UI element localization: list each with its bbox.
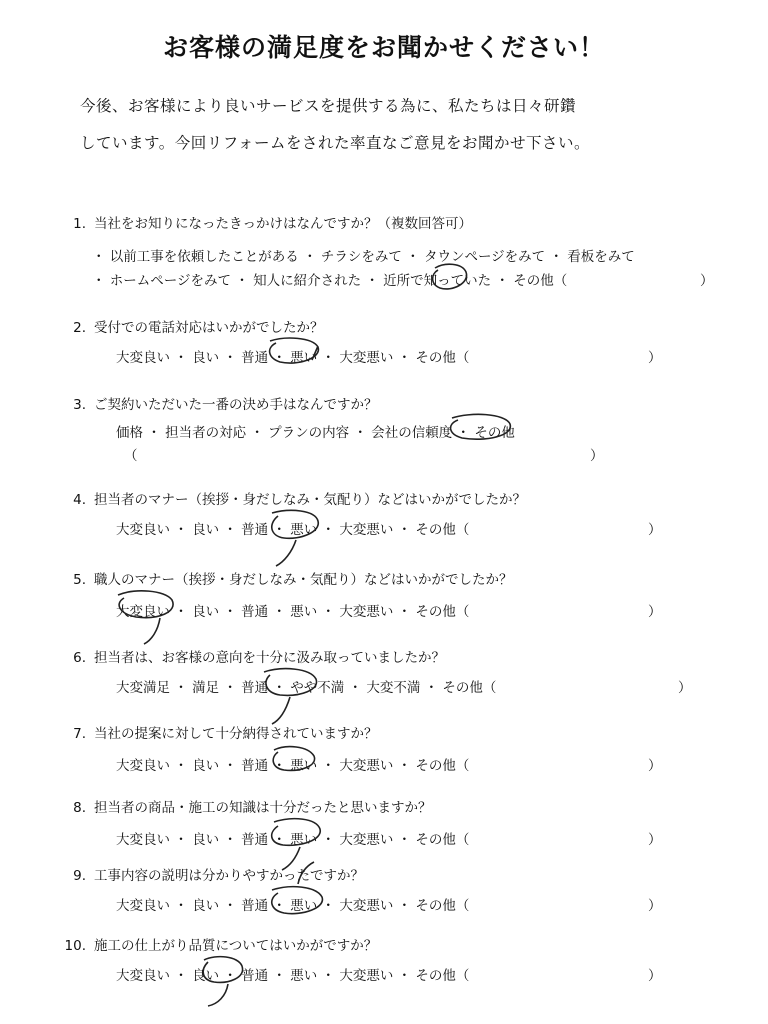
q5-other-close: ） — [648, 604, 662, 620]
question-text: 受付での電話対応はいかがでしたか？ — [94, 320, 324, 336]
q5-options[interactable]: 大変良い ・ 良い ・ 普通 ・ 悪い ・ 大変悪い ・ その他（ — [116, 604, 470, 620]
question-text: 担当者は、お客様の意向を十分に汲み取っていましたか？ — [94, 650, 445, 666]
q6-options[interactable]: 大変満足 ・ 満足 ・ 普通 ・ やや不満 ・ 大変不満 ・ その他（ — [116, 680, 497, 696]
q6-other-close: ） — [678, 680, 692, 696]
question-text: 施工の仕上がり品質についてはいかがですか？ — [94, 938, 378, 954]
q3-other-open: （ — [124, 448, 138, 464]
page-title: お客様の満足度をお聞かせください！ — [162, 33, 605, 62]
question-text: 職人のマナー（挨拶・身だしなみ・気配り）などはいかがでしたか？ — [94, 572, 513, 588]
question-text: 担当者のマナー（挨拶・身だしなみ・気配り）などはいかがでしたか？ — [94, 492, 526, 508]
q2-other-close: ） — [648, 350, 662, 366]
question-10 — [52, 934, 377, 954]
q1-other-close: ） — [700, 273, 714, 289]
question-number: 1. — [73, 216, 86, 232]
q1-options-line-1[interactable]: ・ 以前工事を依頼したことがある ・ チラシをみて ・ タウンページをみて ・ 看板をみて — [92, 249, 635, 265]
question-number: 10. — [64, 938, 86, 954]
q1-options-line-2[interactable]: ・ ホームページをみて ・ 知人に紹介された ・ 近所で知っていた ・ その他（ — [92, 273, 568, 289]
question-text: 当社の提案に対して十分納得されていますか？ — [94, 726, 378, 742]
q9-other-close: ） — [648, 898, 662, 914]
q8-options[interactable]: 大変良い ・ 良い ・ 普通 ・ 悪い ・ 大変悪い ・ その他（ — [116, 832, 470, 848]
question-number: 6. — [73, 650, 86, 666]
q3-options[interactable]: 価格 ・ 担当者の対応 ・ プランの内容 ・ 会社の信頼度 ・ その他 — [116, 425, 515, 441]
question-2 — [52, 316, 324, 336]
q8-other-close: ） — [648, 832, 662, 848]
q9-options[interactable]: 大変良い ・ 良い ・ 普通 ・ 悪い ・ 大変悪い ・ その他（ — [116, 898, 470, 914]
question-4 — [52, 488, 526, 508]
question-number: 7. — [73, 726, 86, 742]
question-8 — [52, 796, 432, 816]
q4-options[interactable]: 大変良い ・ 良い ・ 普通 ・ 悪い ・ 大変悪い ・ その他（ — [116, 522, 470, 538]
question-9 — [52, 864, 364, 884]
question-number: 8. — [73, 800, 86, 816]
intro-line-1: 今後、お客様により良いサービスを提供する為に、私たちは日々研鑽 — [80, 97, 577, 115]
question-6 — [52, 646, 445, 666]
question-text: 担当者の商品・施工の知識は十分だったと思いますか？ — [94, 800, 432, 816]
q10-other-close: ） — [648, 968, 662, 984]
question-3 — [52, 393, 378, 413]
q4-other-close: ） — [648, 522, 662, 538]
intro-line-2: しています。今回リフォームをされた率直なご意見をお聞かせ下さい。 — [80, 134, 590, 152]
question-7 — [52, 722, 378, 742]
question-number: 9. — [73, 868, 86, 884]
question-number: 4. — [73, 492, 86, 508]
question-5 — [52, 568, 513, 588]
question-text: ご契約いただいた一番の決め手はなんですか？ — [94, 397, 378, 413]
q7-other-close: ） — [648, 758, 662, 774]
question-text: 工事内容の説明は分かりやすかったですか？ — [94, 868, 364, 884]
question-number: 3. — [73, 397, 86, 413]
q10-options[interactable]: 大変良い ・ 良い ・ 普通 ・ 悪い ・ 大変悪い ・ その他（ — [116, 968, 470, 984]
q7-options[interactable]: 大変良い ・ 良い ・ 普通 ・ 悪い ・ 大変悪い ・ その他（ — [116, 758, 470, 774]
q3-other-close: ） — [590, 448, 604, 464]
question-number: 2. — [73, 320, 86, 336]
question-1 — [52, 212, 472, 232]
question-number: 5. — [73, 572, 86, 588]
q2-options[interactable]: 大変良い ・ 良い ・ 普通 ・ 悪い ・ 大変悪い ・ その他（ — [116, 350, 470, 366]
question-text: 当社をお知りになったきっかけはなんですか？（複数回答可） — [94, 216, 472, 232]
